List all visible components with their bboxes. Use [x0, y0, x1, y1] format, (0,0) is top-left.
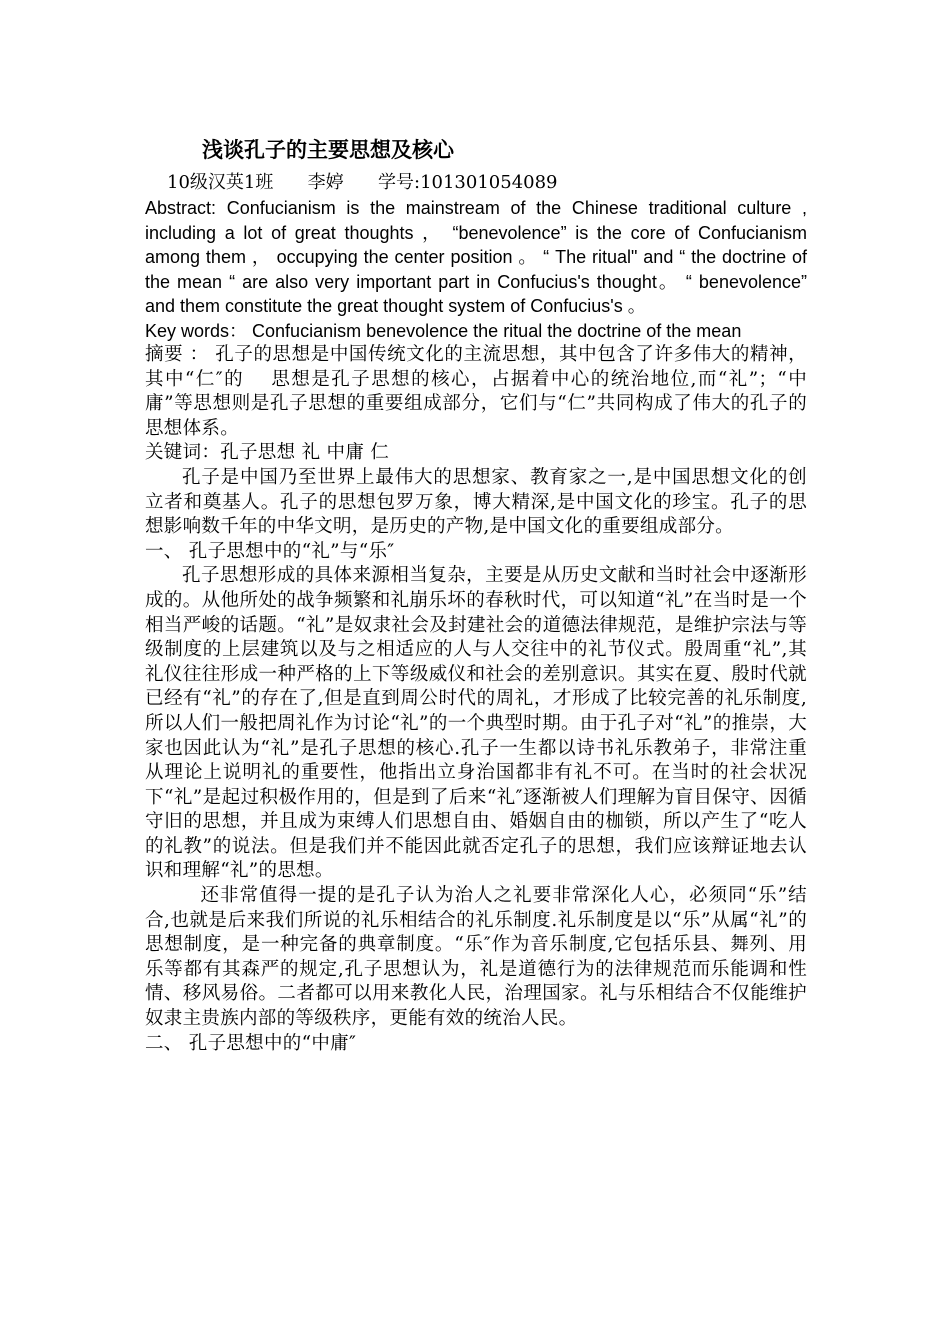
section-2-heading: 二、 孔子思想中的“中庸″ — [145, 1032, 357, 1054]
document-page — [145, 130, 807, 1056]
english-keywords: Key words： Confucianism benevolence the ritual the doctrine of the mean — [145, 320, 742, 341]
chinese-abstract: 摘要 ： 孔子的思想是中国传统文化的主流思想，其中包含了许多伟大的精神，其中“仁″的 思想是孔子思想的核心，占据着中心的统治地位,而“礼”；“中庸”等思想则是孔子思想的重要组成部分，它们与“仁”共同构成了伟大的孔子的思想体系。 — [145, 344, 807, 439]
document-title: 浅谈孔子的主要思想及核心 — [202, 138, 454, 162]
section-1-heading: 一、 孔子思想中的“礼”与“乐″ — [145, 540, 395, 562]
section-1-paragraph-2: 还非常值得一提的是孔子认为治人之礼要非常深化人心，必须同“乐”结合,也就是后来我们所说的礼乐相结合的礼乐制度.礼乐制度是以“乐”从属“礼”的思想制度，是一种完备的典章制度。“乐″作为音乐制度,它包括乐县、舞列、用乐等都有其森严的规定,孔子思想认为，礼是道德行为的法律规范而乐能调和性情、移风易俗。二者都可以用来教化人民，治理国家。礼与乐相结合不仅能维护奴隶主贵族内部的等级秩序，更能有效的统治人民。 — [145, 885, 807, 1030]
english-abstract: Abstract: Confucianism is the mainstream of the Chinese traditional culture , including a lot of great thoughts ， “benevolence” is the core of Confucianism among them ， occupying the center position 。 “ The ritual" and “ the doctrine of the mean “ are also very important part in Confucius's thought。 “ benevolence” and them constitute the great thought system of Confucius's 。 — [145, 198, 807, 316]
author-line: 10级汉英1班 李婷 学号:101301054089 — [167, 172, 558, 193]
chinese-keywords: 关键词：孔子思想 礼 中庸 仁 — [145, 442, 390, 464]
intro-paragraph: 孔子是中国乃至世界上最伟大的思想家、教育家之一,是中国思想文化的创立者和奠基人。孔子的思想包罗万象，博大精深,是中国文化的珍宝。孔子的思想影响数千年的中华文明，是历史的产物,是中国文化的重要组成部分。 — [145, 466, 807, 538]
section-1-paragraph-1: 孔子思想形成的具体来源相当复杂，主要是从历史文献和当时社会中逐渐形成的。从他所处的战争频繁和礼崩乐坏的春秋时代，可以知道“礼”在当时是一个相当严峻的话题。“礼”是奴隶社会及封建社会的道德法律规范，是维护宗法与等级制度的上层建筑以及与之相适应的人与人交往中的礼节仪式。殷周重“礼”,其礼仪往往形成一种严格的上下等级威仪和社会的差别意识。其实在夏、殷时代就已经有“礼”的存在了,但是直到周公时代的周礼，才形成了比较完善的礼乐制度,所以人们一般把周礼作为讨论“礼”的一个典型时期。由于孔子对“礼”的推崇，大家也因此认为“礼”是孔子思想的核心.孔子一生都以诗书礼乐教弟子，非常注重从理论上说明礼的重要性，他指出立身治国都非有礼不可。在当时的社会状况下“礼”是起过积极作用的，但是到了后来“礼″逐渐被人们理解为盲目保守、因循守旧的思想，并且成为束缚人们思想自由、婚姻自由的枷锁，所以产生了“吃人的礼教”的说法。但是我们并不能因此就否定孔子的思想，我们应该辩证地去认识和理解“礼”的思想。 — [145, 565, 807, 882]
